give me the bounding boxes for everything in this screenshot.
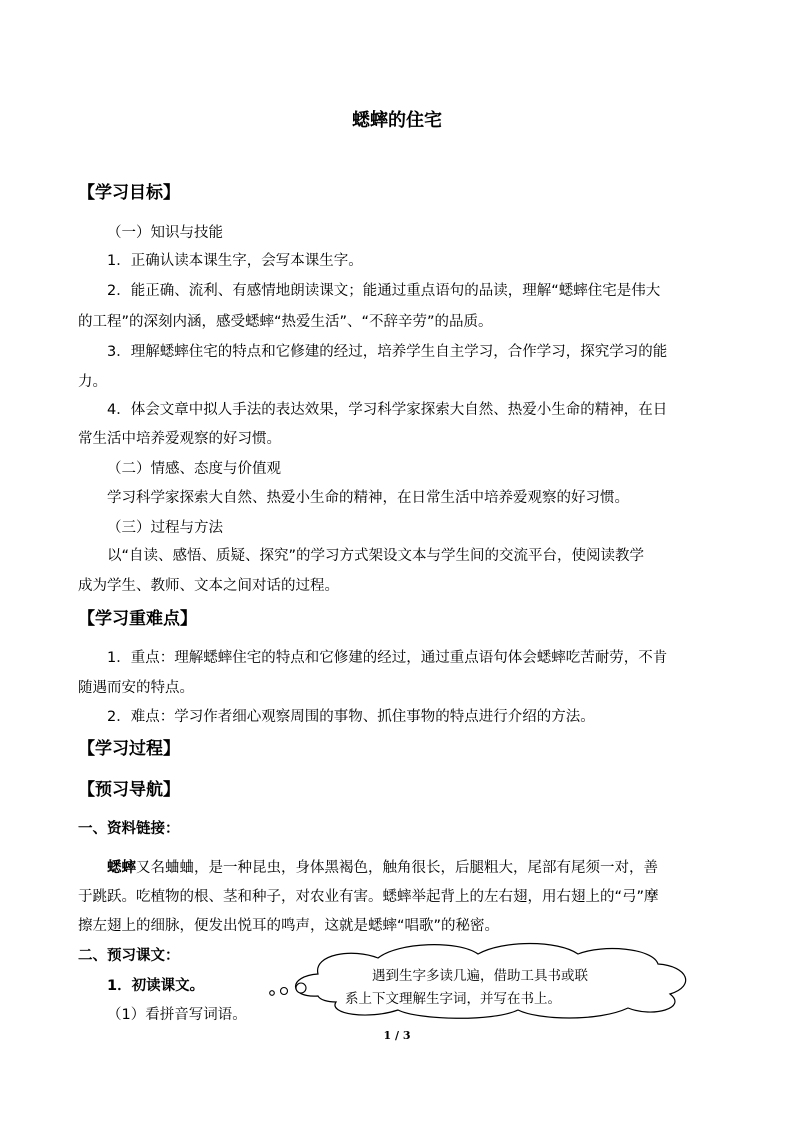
page-number: 1 / 3 (383, 1029, 411, 1042)
goals-item3-line1: 3．理解蟋蟀住宅的特点和它修建的经过，培养学生自主学习，合作学习，探究学习的能 (107, 344, 668, 360)
step1-sub: （1）看拼音写词语。 (107, 1007, 247, 1023)
info-keyword: 蟋蟀 (107, 860, 136, 876)
key-item1-line2: 随遇而安的特点。 (78, 680, 194, 696)
goals-item4-line1: 4．体会文章中拟人手法的表达效果，学习科学家探索大自然、热爱小生命的精神，在日 (107, 402, 668, 418)
goals-sub3-line1: 以“自读、感悟、质疑、探究”的学习方式架设文本与学生间的交流平台，使阅读教学 (107, 548, 645, 564)
cloud-text-line2: 系上下文理解生字词，并写在书上。 (345, 991, 561, 1007)
goals-sub3-line2: 成为学生、教师、文本之间对话的过程。 (78, 578, 339, 594)
key-heading: 【学习重难点】 (78, 609, 197, 629)
info-line1 (107, 856, 658, 877)
preview-text-heading: 二、预习课文： (78, 948, 180, 964)
process-heading: 【学习过程】 (78, 739, 180, 759)
key-item1-line1: 1．重点：理解蟋蟀住宅的特点和它修建的经过，通过重点语句体会蟋蟀吃苦耐劳，不肯 (107, 650, 668, 666)
page-title: 蟋蟀的住宅 (352, 110, 442, 131)
preview-heading: 【预习导航】 (78, 780, 180, 800)
resource-link-heading: 一、资料链接： (78, 821, 180, 837)
goals-item1: 1．正确认读本课生字，会写本课生字。 (107, 253, 363, 269)
goals-heading: 【学习目标】 (78, 183, 180, 203)
goals-sub2-text: 学习科学家探索大自然、热爱小生命的精神，在日常生活中培养爱观察的好习惯。 (107, 490, 629, 506)
info-line1-rest: 又名蛐蛐，是一种昆虫，身体黑褐色，触角很长，后腿粗大，尾部有尾须一对，善 (136, 860, 658, 876)
goals-sub3: （三）过程与方法 (107, 520, 223, 536)
info-line3: 擦左翅上的细脉，便发出悦耳的鸣声，这就是蟋蟀“唱歌”的秘密。 (78, 918, 500, 934)
goals-item3-line2: 力。 (78, 374, 107, 390)
goals-item4-line2: 常生活中培养爱观察的好习惯。 (78, 431, 281, 447)
step1: 1．初读课文。 (107, 978, 205, 994)
goals-item2-line2: 的工程”的深刻内涵，感受蟋蟀“热爱生活”、“不辞辛劳”的品质。 (78, 314, 493, 330)
goals-sub1: （一）知识与技能 (107, 225, 223, 241)
key-item2: 2．难点：学习作者细心观察周围的事物、抓住事物的特点进行介绍的方法。 (107, 709, 595, 725)
goals-sub2: （二）情感、态度与价值观 (107, 461, 281, 477)
info-line2: 于跳跃。吃植物的根、茎和种子，对农业有害。蟋蟀举起背上的左右翅，用右翅上的“弓”摩 (78, 889, 659, 905)
cloud-text-line1: 遇到生字多读几遍，借助工具书或联 (372, 968, 588, 984)
goals-item2-line1: 2．能正确、流利、有感情地朗读课文；能通过重点语句的品读，理解“蟋蟀住宅是伟大 (107, 283, 661, 299)
